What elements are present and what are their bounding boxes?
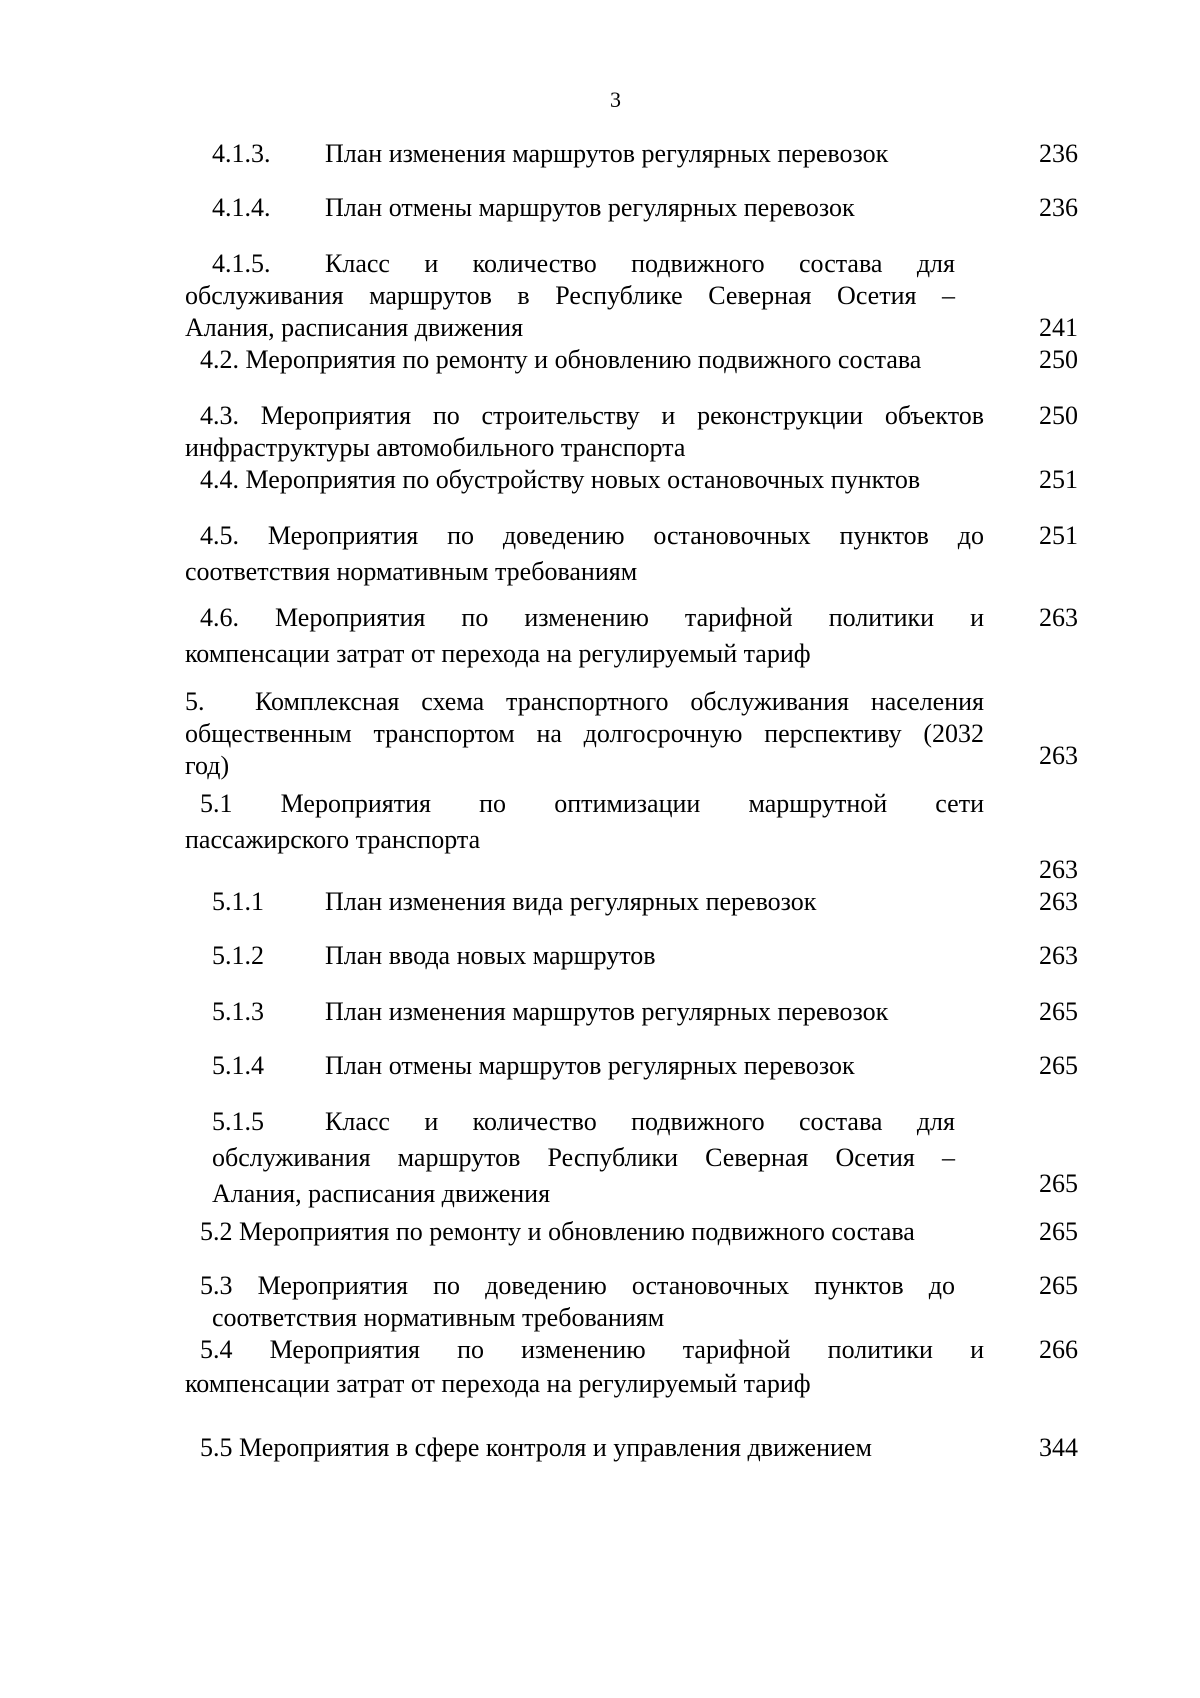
toc-page-number: 236 [1039, 193, 1078, 222]
toc-title: План изменения маршрутов регулярных перевозок [325, 997, 889, 1026]
toc-page-number: 265 [1039, 1169, 1078, 1198]
toc-title-line: обслуживания маршрутов в Республике Северная Осетия – [185, 281, 955, 310]
toc-page-number: 344 [1039, 1433, 1078, 1462]
toc-title-line: инфраструктуры автомобильного транспорта [185, 433, 686, 462]
toc-title-line: год) [185, 751, 230, 780]
toc-title: 4.2. Мероприятия по ремонту и обновлению подвижного состава [200, 345, 922, 374]
toc-title-line: 5.3 Мероприятия по доведению остановочных пунктов до [200, 1271, 955, 1300]
toc-title-line: соответствия нормативным требованиям [185, 557, 638, 586]
page-number: 3 [610, 87, 621, 112]
toc-page-number: 265 [1039, 1051, 1078, 1080]
toc-number: 5.1.5 [212, 1107, 264, 1136]
toc-page-number: 263 [1039, 855, 1078, 884]
toc-number: 4.1.5. [212, 249, 271, 278]
toc-title-line: соответствия нормативным требованиям [212, 1303, 665, 1332]
toc-page-number: 263 [1039, 941, 1078, 970]
toc-number: 5. [185, 687, 205, 716]
toc-title: План отмены маршрутов регулярных перевозок [325, 1051, 855, 1080]
toc-number: 5.1.4 [212, 1051, 264, 1080]
toc-title-line: Алания, расписания движения [212, 1179, 551, 1208]
toc-title: 5.5 Мероприятия в сфере контроля и управления движением [200, 1433, 872, 1462]
toc-title-line: 5.4 Мероприятия по изменению тарифной политики и [200, 1335, 984, 1364]
toc-title: План отмены маршрутов регулярных перевозок [325, 193, 855, 222]
toc-title-line: 5.1 Мероприятия по оптимизации маршрутной сети [200, 789, 984, 818]
toc-title-line: общественным транспортом на долгосрочную перспективу (2032 [185, 719, 984, 748]
toc-title-line: компенсации затрат от перехода на регулируемый тариф [185, 1369, 811, 1398]
toc-page-number: 266 [1039, 1335, 1078, 1364]
toc-page-number: 265 [1039, 1271, 1078, 1300]
toc-title: План изменения вида регулярных перевозок [325, 887, 817, 916]
toc-page-number: 265 [1039, 997, 1078, 1026]
toc-page-number: 263 [1039, 741, 1078, 770]
toc-number: 5.1.3 [212, 997, 264, 1026]
toc-title-line: Класс и количество подвижного состава для [325, 249, 955, 278]
toc-title-line: пассажирского транспорта [185, 825, 481, 854]
toc-title-line: компенсации затрат от перехода на регулируемый тариф [185, 639, 811, 668]
toc-page-number: 241 [1039, 313, 1078, 342]
toc-title-line: 4.5. Мероприятия по доведению остановочных пунктов до [200, 521, 984, 550]
toc-title: План изменения маршрутов регулярных перевозок [325, 139, 889, 168]
toc-title-line: обслуживания маршрутов Республики Северная Осетия – [212, 1143, 955, 1172]
toc-title-line: Комплексная схема транспортного обслуживания населения [255, 687, 984, 716]
toc-page-number: 250 [1039, 345, 1078, 374]
toc-title-line: Класс и количество подвижного состава для [325, 1107, 955, 1136]
toc-number: 4.1.4. [212, 193, 271, 222]
toc-title: 4.4. Мероприятия по обустройству новых остановочных пунктов [200, 465, 921, 494]
toc-number: 4.1.3. [212, 139, 271, 168]
toc-title-line: 4.3. Мероприятия по строительству и реконструкции объектов [200, 401, 984, 430]
toc-title-line: Алания, расписания движения [185, 313, 524, 342]
toc-page-number: 251 [1039, 521, 1078, 550]
toc-page-number: 263 [1039, 603, 1078, 632]
toc-page-number: 251 [1039, 465, 1078, 494]
toc-title-line: 4.6. Мероприятия по изменению тарифной политики и [200, 603, 984, 632]
toc-page-number: 263 [1039, 887, 1078, 916]
toc-page-number: 265 [1039, 1217, 1078, 1246]
toc-number: 5.1.1 [212, 887, 264, 916]
toc-title: 5.2 Мероприятия по ремонту и обновлению подвижного состава [200, 1217, 915, 1246]
toc-number: 5.1.2 [212, 941, 264, 970]
toc-page-number: 236 [1039, 139, 1078, 168]
toc-title: План ввода новых маршрутов [325, 941, 656, 970]
toc-page-number: 250 [1039, 401, 1078, 430]
